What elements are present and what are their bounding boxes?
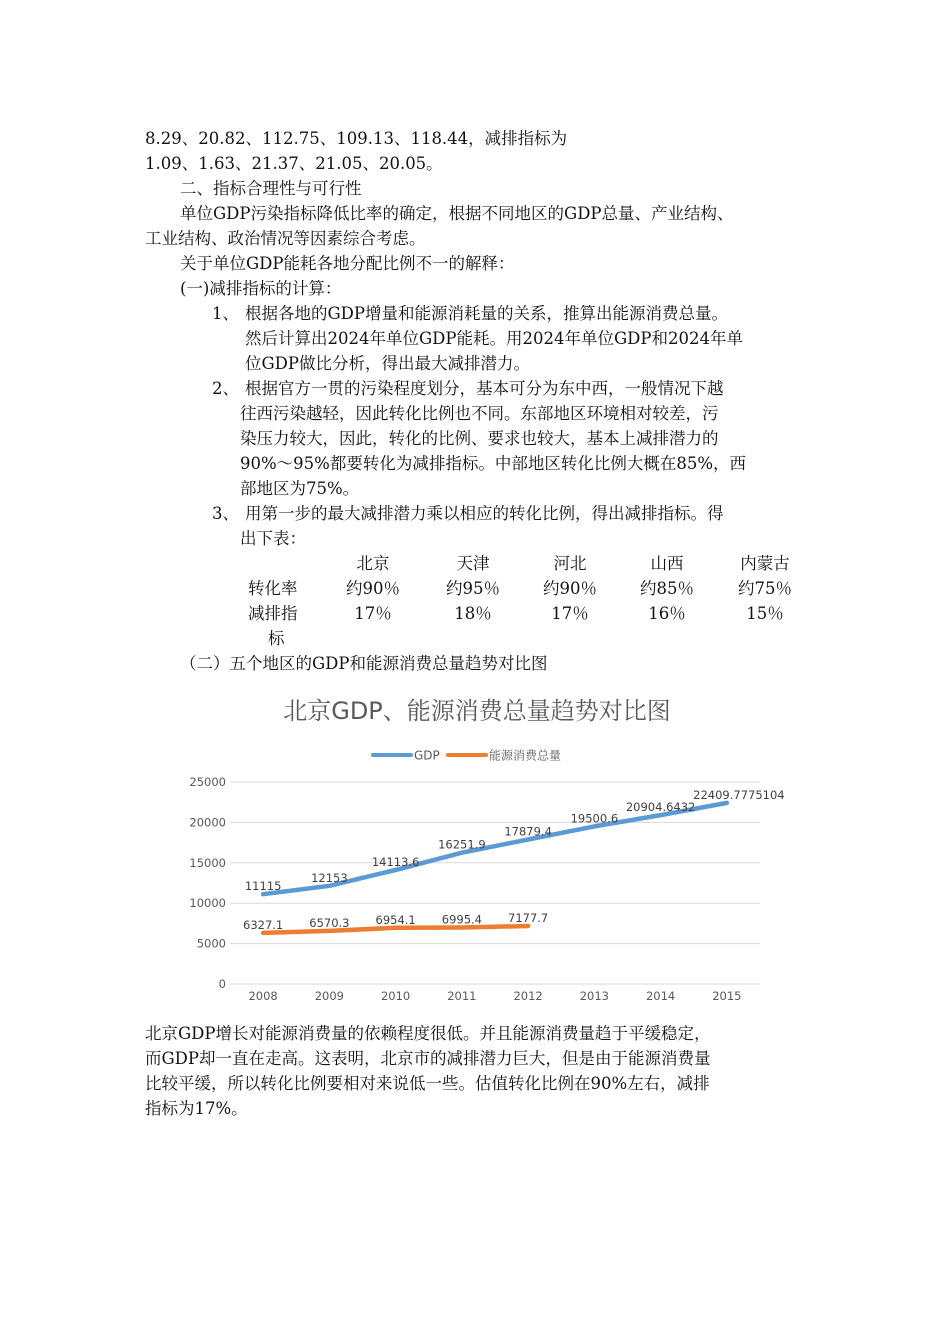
y-tick-label: 25000 <box>189 775 226 789</box>
paragraph-line: 关于单位GDP能耗各地分配比例不一的解释： <box>180 254 515 273</box>
data-label: 12153 <box>311 870 348 885</box>
table-row-label: 减排指 <box>248 604 298 623</box>
conclusion-line: 而GDP却一直在走高。这表明，北京市的减排潜力巨大，但是由于能源消费量 <box>145 1049 711 1068</box>
x-tick-label: 2009 <box>314 989 345 1003</box>
x-tick-label: 2008 <box>248 989 278 1003</box>
list-item-line: 部地区为75%。 <box>240 479 360 498</box>
text-line: 8.29、20.82、112.75、109.13、118.44，减排指标为 <box>145 129 568 148</box>
chart-title: 北京GDP、能源消费总量趋势对比图 <box>283 697 671 725</box>
list-number: 2、 <box>212 379 239 398</box>
y-tick-label: 15000 <box>189 855 226 870</box>
table-cell: 约85％ <box>640 579 694 598</box>
table-cell: 16％ <box>648 604 686 623</box>
y-tick-label: 0 <box>218 977 226 991</box>
data-label: 22409.7775104 <box>693 787 785 802</box>
table-header-cell: 山西 <box>650 554 684 573</box>
table-header-cell: 北京 <box>356 554 390 573</box>
data-label: 6327.1 <box>243 917 284 932</box>
data-label: 6570.3 <box>309 915 350 930</box>
data-label: 14113.6 <box>371 854 420 869</box>
x-tick-label: 2010 <box>380 989 411 1003</box>
list-item-line: 位GDP做比分析，得出最大减排潜力。 <box>245 354 531 373</box>
legend-energy-label: 能源消费总量 <box>489 748 562 763</box>
legend-gdp-label: GDP <box>414 748 440 763</box>
section-heading: 二、指标合理性与可行性 <box>180 179 362 198</box>
x-tick-label: 2013 <box>579 989 610 1003</box>
x-tick-label: 2012 <box>513 989 543 1003</box>
list-number: 3、 <box>212 504 239 523</box>
y-tick-label: 5000 <box>196 936 226 951</box>
table-cell: 约95％ <box>446 579 500 598</box>
subsection-heading: （二）五个地区的GDP和能源消费总量趋势对比图 <box>180 654 548 673</box>
data-label: 11115 <box>244 879 282 894</box>
conclusion-line: 北京GDP增长对能源消费量的依赖程度很低。并且能源消费量趋于平缓稳定， <box>145 1024 711 1043</box>
list-item-line: 根据各地的GDP增量和能源消耗量的关系，推算出能源消费总量。 <box>245 304 729 323</box>
data-label: 6995.4 <box>441 912 482 927</box>
conclusion-line: 比较平缓，所以转化比例要相对来说低一些。估值转化比例在90%左右，减排 <box>145 1074 710 1093</box>
paragraph-line: 工业结构、政治情况等因素综合考虑。 <box>145 229 426 248</box>
data-label: 16251.9 <box>438 837 486 852</box>
list-item-line: 根据官方一贯的污染程度划分，基本可分为东中西，一般情况下越 <box>245 379 724 398</box>
table-header-cell: 天津 <box>456 554 490 573</box>
table-cell: 约90％ <box>543 579 597 598</box>
data-label: 19500.6 <box>570 811 619 826</box>
table-header-cell: 内蒙古 <box>740 554 790 573</box>
paragraph-line: 单位GDP污染指标降低比率的确定，根据不同地区的GDP总量、产业结构、 <box>180 204 734 223</box>
list-item-line: 染压力较大，因此，转化的比例、要求也较大，基本上减排潜力的 <box>240 429 719 448</box>
table-row-label: 转化率 <box>248 579 298 598</box>
y-tick-label: 20000 <box>189 815 226 830</box>
x-tick-label: 2014 <box>645 989 676 1003</box>
chart-series <box>262 801 729 934</box>
chart-legend <box>373 748 561 763</box>
subsection-heading: (一)减排指标的计算： <box>180 279 342 298</box>
list-item-line: 往西污染越轻，因此转化比例也不同。东部地区环境相对较差，污 <box>240 404 719 423</box>
data-label: 7177.7 <box>508 911 549 926</box>
table-cell: 17％ <box>354 604 392 623</box>
table-cell: 17％ <box>551 604 589 623</box>
list-number: 1、 <box>212 304 239 323</box>
y-tick-label: 10000 <box>189 896 226 911</box>
list-item-line: 出下表： <box>240 529 306 548</box>
table-cell: 15％ <box>746 604 784 623</box>
list-item-line: 90%～95%都要转化为减排指标。中部地区转化比例大概在85%，西 <box>240 454 747 473</box>
conclusion-line: 指标为17%。 <box>145 1099 248 1118</box>
table-cell: 约75％ <box>738 579 792 598</box>
y-axis-ticks <box>189 775 226 991</box>
table-row-label: 标 <box>268 629 285 648</box>
list-item-line: 然后计算出2024年单位GDP能耗。用2024年单位GDP和2024年单 <box>245 329 743 348</box>
x-axis-ticks <box>248 989 741 1003</box>
data-labels <box>243 788 785 932</box>
table-cell: 约90％ <box>346 579 400 598</box>
x-tick-label: 2011 <box>447 989 477 1003</box>
table-cell: 18％ <box>454 604 492 623</box>
text-line: 1.09、1.63、21.37、21.05、20.05。 <box>145 154 443 173</box>
data-label: 17879.4 <box>504 824 552 839</box>
x-tick-label: 2015 <box>712 989 742 1003</box>
data-label: 20904.6432 <box>625 800 696 815</box>
table-header-cell: 河北 <box>553 554 587 573</box>
data-label: 6954.1 <box>375 912 416 927</box>
list-item-line: 用第一步的最大减排潜力乘以相应的转化比例，得出减排指标。得 <box>245 504 724 523</box>
line-chart <box>145 685 810 1010</box>
